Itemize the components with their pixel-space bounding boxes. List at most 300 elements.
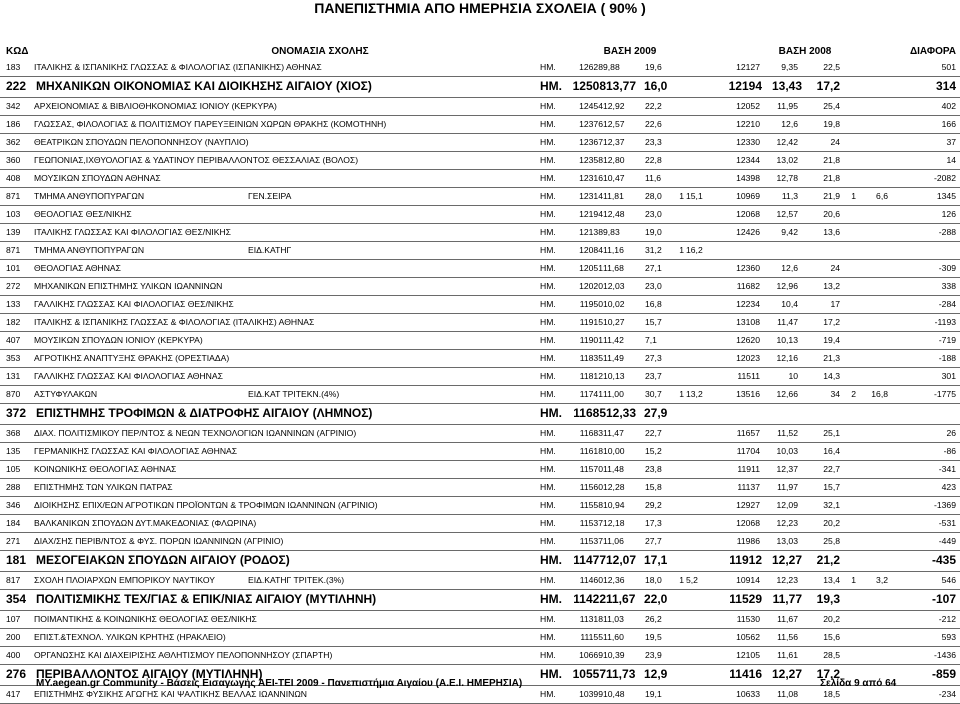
cell-b08: 12330 bbox=[736, 137, 760, 147]
cell-diff: 402 bbox=[941, 101, 956, 111]
cell-name: ΙΤΑΛΙΚΗΣ ΓΛΩΣΣΑΣ ΚΑΙ ΦΙΛΟΛΟΓΙΑΣ ΘΕΣ/ΝΙΚΗΣ bbox=[34, 227, 231, 237]
cell-c09: 31,2 bbox=[645, 245, 662, 255]
cell-c08: 18,5 bbox=[823, 689, 840, 699]
cell-c09: 22,2 bbox=[645, 101, 662, 111]
cell-name: ΓΛΩΣΣΑΣ, ΦΙΛΟΛΟΓΙΑΣ & ΠΟΛΙΤΙΣΜΟΥ ΠΑΡΕΥΞΕΙΝΙΩΝ ΧΩΡΩΝ ΘΡΑΚΗΣ (ΚΟΜΟΤΗΝΗ) bbox=[34, 119, 387, 129]
cell-f1: 2 bbox=[851, 389, 856, 399]
cell-type: ΗΜ. bbox=[540, 428, 556, 438]
cell-c09: 19,5 bbox=[645, 632, 662, 642]
cell-diff bbox=[880, 404, 956, 423]
cell-code: 346 bbox=[6, 500, 21, 510]
cell-a09: 10,47 bbox=[603, 173, 625, 183]
cell-f1: 1 bbox=[851, 191, 856, 201]
cell-b08: 11529 bbox=[729, 592, 762, 606]
cell-c09: 18,0 bbox=[645, 575, 662, 585]
cell-b08: 12194 bbox=[728, 79, 762, 93]
cell-code: 871 bbox=[6, 191, 21, 201]
cell-name: ΘΕΟΛΟΓΙΑΣ ΘΕΣ/ΝΙΚΗΣ bbox=[34, 209, 132, 219]
cell-c09: 19,6 bbox=[645, 62, 662, 72]
cell-code: 353 bbox=[6, 353, 21, 363]
cell-c08: 13,2 bbox=[823, 281, 840, 291]
cell-a08: 12,16 bbox=[776, 353, 798, 363]
cell-name: ΕΠΙΣΤ.&ΤΕΧΝΟΛ. ΥΛΙΚΩΝ ΚΡΗΤΗΣ (ΗΡΑΚΛΕΙΟ) bbox=[34, 632, 226, 642]
cell-b08: 12127 bbox=[736, 62, 760, 72]
cell-a08: 11,52 bbox=[777, 428, 798, 438]
cell-type: ΗΜ. bbox=[540, 575, 556, 585]
cell-c08: 34 bbox=[830, 389, 840, 399]
cell-name: ΕΠΙΣΤΗΜΗΣ ΤΡΟΦΙΜΩΝ & ΔΙΑΤΡΟΦΗΣ ΑΙΓΑΙΟΥ (ΛΗΜΝΟΣ) bbox=[36, 406, 373, 420]
cell-c08: 15,7 bbox=[823, 482, 840, 492]
cell-code: 407 bbox=[6, 335, 21, 345]
cell-c09: 23,0 bbox=[645, 281, 662, 291]
cell-e1: 1 bbox=[679, 389, 684, 399]
cell-diff: -86 bbox=[943, 446, 956, 456]
cell-b08: 10914 bbox=[736, 575, 760, 585]
cell-c08: 17,2 bbox=[816, 667, 840, 681]
header-name: ΟΝΟΜΑΣΙΑ ΣΧΟΛΗΣ bbox=[271, 46, 369, 57]
cell-e1: 1 bbox=[679, 575, 684, 585]
cell-diff: -449 bbox=[938, 536, 956, 546]
cell-type: ΗΜ. bbox=[540, 119, 556, 129]
cell-diff: -1193 bbox=[934, 317, 956, 327]
cell-c08: 13,6 bbox=[823, 227, 840, 237]
cell-type: ΗΜ. bbox=[540, 173, 556, 183]
cell-a08: 12,42 bbox=[776, 137, 798, 147]
cell-code: 105 bbox=[6, 464, 21, 474]
cell-b08: 11511 bbox=[737, 371, 760, 381]
cell-a09: 11,47 bbox=[603, 428, 624, 438]
cell-c09: 16,8 bbox=[645, 299, 662, 309]
cell-name: ΙΤΑΛΙΚΗΣ & ΙΣΠΑΝΙΚΗΣ ΓΛΩΣΣΑΣ & ΦΙΛΟΛΟΓΙΑΣ (ΙΤΑΛΙΚΗΣ) ΑΘΗΝΑΣ bbox=[34, 317, 315, 327]
cell-a09: 12,03 bbox=[603, 281, 625, 291]
cell-a08: 11,77 bbox=[772, 592, 802, 606]
cell-b09: 12508 bbox=[572, 79, 606, 93]
cell-diff: 301 bbox=[941, 371, 956, 381]
cell-a08: 12,6 bbox=[781, 119, 798, 129]
cell-b09: 11422 bbox=[573, 592, 606, 606]
cell-a08: 12,37 bbox=[776, 464, 798, 474]
cell-a08: 12,09 bbox=[776, 500, 798, 510]
cell-c08: 32,1 bbox=[823, 500, 840, 510]
table-row bbox=[0, 278, 960, 296]
cell-code: 354 bbox=[6, 592, 27, 606]
cell-b09: 11537 bbox=[579, 536, 603, 546]
cell-diff: 14 bbox=[946, 155, 956, 165]
cell-c08 bbox=[800, 242, 840, 259]
cell-name: ΟΡΓΑΝΩΣΗΣ ΚΑΙ ΔΙΑΧΕΙΡΙΣΗΣ ΑΘΛΗΤΙΣΜΟΥ ΠΕΛΟΠΟΝΝΗΣΟΥ (ΣΠΑΡΤΗ) bbox=[34, 650, 333, 660]
cell-type: ΗΜ. bbox=[540, 227, 556, 237]
cell-diff: 37 bbox=[946, 137, 956, 147]
cell-a09: 11,16 bbox=[603, 245, 624, 255]
cell-b09: 12454 bbox=[579, 101, 603, 111]
cell-name: ΜΟΥΣΙΚΩΝ ΣΠΟΥΔΩΝ ΙΟΝΙΟΥ (ΚΕΡΚΥΡΑ) bbox=[34, 335, 203, 345]
cell-type: ΗΜ. bbox=[540, 335, 556, 345]
cell-name: ΠΟΛΙΤΙΣΜΙΚΗΣ ΤΕΧ/ΓΙΑΣ & ΕΠΙΚ/ΝΙΑΣ ΑΙΓΑΙΟΥ (ΜΥΤΙΛΗΝΗ) bbox=[36, 592, 377, 606]
table-row bbox=[0, 590, 960, 611]
cell-a08: 12,57 bbox=[776, 209, 798, 219]
cell-b09: 11155 bbox=[580, 632, 603, 642]
cell-code: 133 bbox=[6, 299, 21, 309]
cell-diff: 423 bbox=[941, 482, 956, 492]
cell-c09: 22,0 bbox=[644, 592, 668, 606]
cell-type: ΗΜ. bbox=[540, 371, 556, 381]
cell-b09: 12020 bbox=[579, 281, 603, 291]
cell-c08: 28,5 bbox=[823, 650, 840, 660]
cell-a09: 10,48 bbox=[603, 689, 625, 699]
cell-c09: 17,3 bbox=[645, 518, 662, 528]
cell-b08: 11137 bbox=[737, 482, 760, 492]
cell-c08: 21,9 bbox=[823, 191, 840, 201]
cell-code: 271 bbox=[6, 536, 21, 546]
cell-a09: 11,00 bbox=[603, 389, 624, 399]
cell-diff: -234 bbox=[938, 689, 956, 699]
cell-b08: 13516 bbox=[736, 389, 760, 399]
table-row bbox=[0, 515, 960, 533]
cell-a08: 12,27 bbox=[771, 553, 802, 567]
cell-diff: -284 bbox=[938, 299, 956, 309]
cell-c09: 15,8 bbox=[645, 482, 662, 492]
cell-type: ΗΜ. bbox=[540, 592, 562, 606]
cell-c09: 12,9 bbox=[644, 667, 668, 681]
cell-name: ΓΑΛΛΙΚΗΣ ΓΛΩΣΣΑΣ ΚΑΙ ΦΙΛΟΛΟΓΙΑΣ ΘΕΣ/ΝΙΚΗΣ bbox=[34, 299, 234, 309]
cell-name: ΒΑΛΚΑΝΙΚΩΝ ΣΠΟΥΔΩΝ ΔΥΤ.ΜΑΚΕΔΟΝΙΑΣ (ΦΛΩΡΙΝΑ) bbox=[34, 518, 257, 528]
cell-diff: 593 bbox=[941, 632, 956, 642]
cell-name: ΓΕΡΜΑΝΙΚΗΣ ΓΛΩΣΣΑΣ ΚΑΙ ΦΙΛΟΛΟΓΙΑΣ ΑΘΗΝΑΣ bbox=[34, 446, 238, 456]
table-row bbox=[0, 497, 960, 515]
cell-diff: -1775 bbox=[934, 389, 956, 399]
header-code: ΚΩΔ bbox=[6, 46, 29, 57]
cell-a08: 12,27 bbox=[771, 667, 802, 681]
cell-c08: 19,3 bbox=[816, 592, 840, 606]
cell-name: ΣΧΟΛΗ ΠΛΟΙΑΡΧΩΝ ΕΜΠΟΡΙΚΟΥ ΝΑΥΤΙΚΟΥ bbox=[34, 575, 215, 585]
cell-b08: 12210 bbox=[736, 119, 760, 129]
cell-name: ΓΕΩΠΟΝΙΑΣ,ΙΧΘΥΟΛΟΓΙΑΣ & ΥΔΑΤΙΝΟΥ ΠΕΡΙΒΑΛΛΟΝΤΟΣ ΘΕΣΣΑΛΙΑΣ (ΒΟΛΟΣ) bbox=[34, 155, 359, 165]
cell-name: ΤΜΗΜΑ ΑΝΘΥΠΟΠΥΡΑΓΩΝ bbox=[34, 245, 145, 255]
cell-a08: 10,03 bbox=[776, 446, 798, 456]
cell-sub: ΓΕΝ.ΣΕΙΡΑ bbox=[248, 191, 292, 201]
cell-a08: 10,4 bbox=[781, 299, 798, 309]
cell-diff: -531 bbox=[938, 518, 956, 528]
cell-type: ΗΜ. bbox=[540, 389, 556, 399]
table-row bbox=[0, 425, 960, 443]
cell-type: ΗΜ. bbox=[540, 464, 556, 474]
cell-b09: 11570 bbox=[579, 464, 603, 474]
header-diff: ΔΙΑΦΟΡΑ bbox=[909, 46, 956, 57]
cell-a09: 10,00 bbox=[603, 446, 625, 456]
table-row bbox=[0, 533, 960, 551]
table-row bbox=[0, 296, 960, 314]
cell-c08: 21,2 bbox=[816, 553, 840, 567]
cell-c09: 27,3 bbox=[645, 353, 662, 363]
cell-code: 184 bbox=[6, 518, 21, 528]
cell-sub: ΕΙΔ.ΚΑΤΗΓ ΤΡΙΤΕΚ.(3%) bbox=[248, 575, 345, 585]
cell-type: ΗΜ. bbox=[540, 482, 556, 492]
cell-code: 107 bbox=[6, 614, 21, 624]
cell-a08: 9,42 bbox=[781, 227, 798, 237]
cell-sub: ΕΙΔ.ΚΑΤ ΤΡΙΤΕΚΝ.(4%) bbox=[248, 389, 340, 399]
table-row bbox=[0, 134, 960, 152]
cell-a08: 10 bbox=[788, 371, 798, 381]
cell-e2: 15,1 bbox=[686, 191, 703, 201]
cell-c08: 19,4 bbox=[823, 335, 840, 345]
cell-b09: 11318 bbox=[579, 614, 603, 624]
cell-code: 135 bbox=[6, 446, 21, 456]
cell-a08: 11,08 bbox=[777, 689, 798, 699]
cell-b09: 11477 bbox=[573, 553, 606, 567]
cell-code: 372 bbox=[6, 406, 27, 420]
cell-b09: 12084 bbox=[579, 245, 603, 255]
cell-c08: 24 bbox=[830, 263, 840, 273]
cell-c09: 19,1 bbox=[645, 689, 662, 699]
cell-code: 368 bbox=[6, 428, 21, 438]
cell-b09: 11558 bbox=[579, 500, 603, 510]
cell-type: ΗΜ. bbox=[540, 614, 556, 624]
cell-b09: 11901 bbox=[579, 335, 603, 345]
cell-name: ΘΕΑΤΡΙΚΩΝ ΣΠΟΥΔΩΝ ΠΕΛΟΠΟΝΝΗΣΟΥ (ΝΑΥΠΛΙΟ) bbox=[34, 137, 249, 147]
cell-name: ΔΙΟΙΚΗΣΗΣ ΕΠΙΧ/ΕΩΝ ΑΓΡΟΤΙΚΩΝ ΠΡΟΪΟΝΤΩΝ & ΤΡΟΦΙΜΩΝ ΙΩΑΝΝΙΝΩΝ (ΑΓΡΙΝΙΟ) bbox=[34, 500, 378, 510]
cell-c08: 14,3 bbox=[823, 371, 840, 381]
cell-type: ΗΜ. bbox=[540, 353, 556, 363]
cell-b08: 12234 bbox=[736, 299, 760, 309]
cell-code: 362 bbox=[6, 137, 21, 147]
cell-b09: 11683 bbox=[579, 428, 603, 438]
cell-a08: 12,66 bbox=[776, 389, 798, 399]
table-row bbox=[0, 77, 960, 98]
cell-diff: -859 bbox=[931, 667, 956, 681]
cell-e1: 1 bbox=[679, 191, 684, 201]
cell-c09: 23,8 bbox=[645, 464, 662, 474]
cell-b09: 11741 bbox=[579, 389, 603, 399]
cell-type: ΗΜ. bbox=[540, 299, 556, 309]
cell-b08: 12927 bbox=[736, 500, 760, 510]
cell-name: ΘΕΟΛΟΓΙΑΣ ΑΘΗΝΑΣ bbox=[34, 263, 121, 273]
cell-a09: 11,60 bbox=[603, 632, 624, 642]
cell-diff: 1345 bbox=[936, 191, 956, 201]
cell-b08: 10633 bbox=[736, 689, 760, 699]
cell-c08: 20,6 bbox=[823, 209, 840, 219]
cell-e2: 13,2 bbox=[686, 389, 703, 399]
cell-b09: 11812 bbox=[579, 371, 603, 381]
cell-code: 186 bbox=[6, 119, 21, 129]
cell-a09: 11,42 bbox=[603, 335, 624, 345]
cell-code: 131 bbox=[6, 371, 21, 381]
cell-b09: 11915 bbox=[579, 317, 603, 327]
cell-f2: 3,2 bbox=[876, 575, 888, 585]
cell-b08: 12068 bbox=[736, 518, 760, 528]
cell-b08: 13108 bbox=[736, 317, 760, 327]
cell-c08 bbox=[800, 404, 840, 423]
cell-diff: -2082 bbox=[934, 173, 956, 183]
cell-type: ΗΜ. bbox=[540, 317, 556, 327]
footer-source: MY.aegean.gr Community - Βάσεις Εισαγωγής ΑΕΙ-ΤΕΙ 2009 - Πανεπιστήμια Αιγαίου (Α.Ε.Ι. ΗΜΕΡΗΣΙΑ) bbox=[36, 678, 523, 689]
cell-b08: 11530 bbox=[736, 614, 760, 624]
cell-b09: 12367 bbox=[579, 137, 603, 147]
cell-name: ΔΙΑΧ. ΠΟΛΙΤΙΣΜΙΚΟΥ ΠΕΡ/ΝΤΟΣ & ΝΕΩΝ ΤΕΧΝΟΛΟΓΙΩΝ ΙΩΑΝΝΙΝΩΝ (ΑΓΡΙΝΙΟ) bbox=[34, 428, 357, 438]
cell-a09: 10,94 bbox=[603, 500, 625, 510]
cell-a08: 13,02 bbox=[776, 155, 798, 165]
table-row bbox=[0, 260, 960, 278]
cell-c08: 15,6 bbox=[823, 632, 840, 642]
cell-diff: 314 bbox=[935, 79, 956, 93]
cell-type: ΗΜ. bbox=[540, 553, 562, 567]
cell-a08: 12,23 bbox=[776, 575, 798, 585]
cell-b08: 10969 bbox=[736, 191, 760, 201]
cell-name: ΙΤΑΛΙΚΗΣ & ΙΣΠΑΝΙΚΗΣ ΓΛΩΣΣΑΣ & ΦΙΛΟΛΟΓΙΑΣ (ΙΣΠΑΝΙΚΗΣ) ΑΘΗΝΑΣ bbox=[34, 62, 322, 72]
table-row bbox=[0, 611, 960, 629]
cell-a09: 11,67 bbox=[606, 592, 636, 606]
cell-diff: 546 bbox=[941, 575, 956, 585]
cell-code: 182 bbox=[6, 317, 21, 327]
cell-a09: 12,92 bbox=[603, 101, 625, 111]
cell-c09: 27,7 bbox=[645, 536, 662, 546]
cell-code: 408 bbox=[6, 173, 21, 183]
cell-code: 101 bbox=[6, 263, 21, 273]
cell-diff: -1436 bbox=[934, 650, 956, 660]
table-row bbox=[0, 206, 960, 224]
cell-diff: -188 bbox=[938, 353, 956, 363]
table-row bbox=[0, 479, 960, 497]
cell-code: 360 bbox=[6, 155, 21, 165]
cell-b09: 10669 bbox=[579, 650, 603, 660]
cell-e2: 5,2 bbox=[686, 575, 698, 585]
cell-c09: 15,7 bbox=[645, 317, 662, 327]
cell-type: ΗΜ. bbox=[540, 667, 562, 681]
cell-c08: 21,8 bbox=[823, 155, 840, 165]
footer-page-number: Σελίδα 9 από 64 bbox=[820, 678, 897, 689]
cell-b08: 12105 bbox=[736, 650, 760, 660]
cell-c09: 22,8 bbox=[645, 155, 662, 165]
cell-a09: 12,80 bbox=[603, 155, 625, 165]
cell-c09: 23,0 bbox=[645, 209, 662, 219]
cell-diff: 501 bbox=[941, 62, 956, 72]
cell-b09: 10557 bbox=[572, 667, 606, 681]
cell-c09: 23,7 bbox=[645, 371, 662, 381]
cell-code: 272 bbox=[6, 281, 21, 291]
cell-b09: 12138 bbox=[579, 227, 603, 237]
cell-c08: 25,4 bbox=[823, 101, 840, 111]
cell-diff: 26 bbox=[946, 428, 956, 438]
cell-b08: 11704 bbox=[736, 446, 760, 456]
cell-name: ΜΗΧΑΝΙΚΩΝ ΟΙΚΟΝΟΜΙΑΣ ΚΑΙ ΔΙΟΙΚΗΣΗΣ ΑΙΓΑΙΟΥ (ΧΙΟΣ) bbox=[36, 79, 372, 93]
cell-name: ΑΣΤΥΦΥΛΑΚΩΝ bbox=[34, 389, 98, 399]
table-row bbox=[0, 461, 960, 479]
cell-a08: 11,97 bbox=[777, 482, 798, 492]
cell-diff: -288 bbox=[938, 227, 956, 237]
cell-diff: 126 bbox=[941, 209, 956, 219]
cell-diff: -107 bbox=[931, 592, 956, 606]
cell-a08: 12,78 bbox=[776, 173, 798, 183]
cell-a09: 12,33 bbox=[606, 406, 637, 420]
cell-c09: 19,0 bbox=[645, 227, 662, 237]
cell-code: 817 bbox=[6, 575, 21, 585]
cell-a09: 10,13 bbox=[603, 371, 625, 381]
cell-diff: -212 bbox=[938, 614, 956, 624]
cell-c09: 27,9 bbox=[644, 406, 668, 420]
cell-b08: 11911 bbox=[737, 464, 760, 474]
table-row bbox=[0, 350, 960, 368]
table-row bbox=[0, 314, 960, 332]
table-row bbox=[0, 551, 960, 572]
cell-c09: 23,9 bbox=[645, 650, 662, 660]
cell-a09: 12,57 bbox=[603, 119, 625, 129]
cell-c09: 11,6 bbox=[645, 173, 662, 183]
cell-diff: 338 bbox=[941, 281, 956, 291]
cell-b09: 12628 bbox=[579, 62, 603, 72]
cell-c09: 15,2 bbox=[645, 446, 662, 456]
cell-diff: -341 bbox=[938, 464, 956, 474]
cell-b09: 12314 bbox=[579, 191, 603, 201]
cell-type: ΗΜ. bbox=[540, 518, 556, 528]
cell-b09: 12194 bbox=[579, 209, 603, 219]
cell-a09: 12,36 bbox=[603, 575, 625, 585]
cell-c08: 24 bbox=[830, 137, 840, 147]
cell-b08: 14398 bbox=[736, 173, 760, 183]
cell-a08: 13,43 bbox=[771, 79, 802, 93]
cell-name: ΜΕΣΟΓΕΙΑΚΩΝ ΣΠΟΥΔΩΝ ΑΙΓΑΙΟΥ (ΡΟΔΟΣ) bbox=[36, 553, 290, 567]
cell-b09: 12358 bbox=[579, 155, 603, 165]
cell-code: 181 bbox=[6, 553, 27, 567]
cell-diff: -435 bbox=[931, 553, 956, 567]
cell-c08: 17,2 bbox=[816, 79, 840, 93]
cell-a08: 12,6 bbox=[781, 263, 798, 273]
cell-b08: 12620 bbox=[736, 335, 760, 345]
cell-b08: 12344 bbox=[736, 155, 760, 165]
cell-b08: 12023 bbox=[736, 353, 760, 363]
cell-a09: 11,03 bbox=[603, 614, 624, 624]
cell-type: ΗΜ. bbox=[540, 500, 556, 510]
cell-b08: 11657 bbox=[736, 428, 760, 438]
cell-b09: 10399 bbox=[579, 689, 603, 699]
cell-e2: 16,2 bbox=[686, 245, 703, 255]
cell-type: ΗΜ. bbox=[540, 137, 556, 147]
cell-a09: 13,77 bbox=[606, 79, 637, 93]
cell-type: ΗΜ. bbox=[540, 155, 556, 165]
table-row bbox=[0, 170, 960, 188]
cell-code: 871 bbox=[6, 245, 21, 255]
cell-c09: 7,1 bbox=[645, 335, 657, 345]
cell-c08: 13,4 bbox=[823, 575, 840, 585]
cell-type: ΗΜ. bbox=[540, 536, 556, 546]
page-title: ΠΑΝΕΠΙΣΤΗΜΙΑ ΑΠΟ ΗΜΕΡΗΣΙΑ ΣΧΟΛΕΙΑ ( 90% ) bbox=[314, 0, 646, 16]
cell-c09: 17,1 bbox=[644, 553, 668, 567]
cell-b08: 11912 bbox=[729, 553, 762, 567]
cell-a08: 12,96 bbox=[776, 281, 798, 291]
cell-type: ΗΜ. bbox=[540, 263, 556, 273]
cell-c09: 23,3 bbox=[645, 137, 662, 147]
cell-name: ΔΙΑΧ/ΣΗΣ ΠΕΡΙΒ/ΝΤΟΣ & ΦΥΣ. ΠΟΡΩΝ ΙΩΑΝΝΙΝΩΝ (ΑΓΡΙΝΙΟ) bbox=[34, 536, 284, 546]
cell-c08: 21,8 bbox=[823, 173, 840, 183]
cell-e1: 1 bbox=[679, 245, 684, 255]
cell-c09: 22,6 bbox=[645, 119, 662, 129]
cell-name: ΑΓΡΟΤΙΚΗΣ ΑΝΑΠΤΥΞΗΣ ΘΡΑΚΗΣ (ΟΡΕΣΤΙΑΔΑ) bbox=[34, 353, 230, 363]
header-base-2009: ΒΑΣΗ 2009 bbox=[603, 46, 657, 57]
cell-name: ΕΠΙΣΤΗΜΗΣ ΦΥΣΙΚΗΣ ΑΓΩΓΗΣ ΚΑΙ ΨΑΛΤΙΚΗΣ ΒΕΛΛΑΣ ΙΩΑΝΝΙΝΩΝ bbox=[34, 689, 307, 699]
table-row bbox=[0, 116, 960, 134]
cell-c09: 27,1 bbox=[645, 263, 662, 273]
cell-a09: 10,27 bbox=[603, 317, 625, 327]
table-row bbox=[0, 443, 960, 461]
cell-type: ΗΜ. bbox=[540, 79, 562, 93]
cell-c08: 20,2 bbox=[823, 614, 840, 624]
cell-c09: 30,7 bbox=[645, 389, 662, 399]
cell-a08: 13,03 bbox=[776, 536, 798, 546]
cell-b09: 11685 bbox=[573, 406, 606, 420]
cell-a09: 12,48 bbox=[603, 209, 625, 219]
cell-a09: 11,81 bbox=[603, 191, 624, 201]
table-row bbox=[0, 224, 960, 242]
cell-a08: 12,23 bbox=[776, 518, 798, 528]
header-base-2008: ΒΑΣΗ 2008 bbox=[778, 46, 832, 57]
